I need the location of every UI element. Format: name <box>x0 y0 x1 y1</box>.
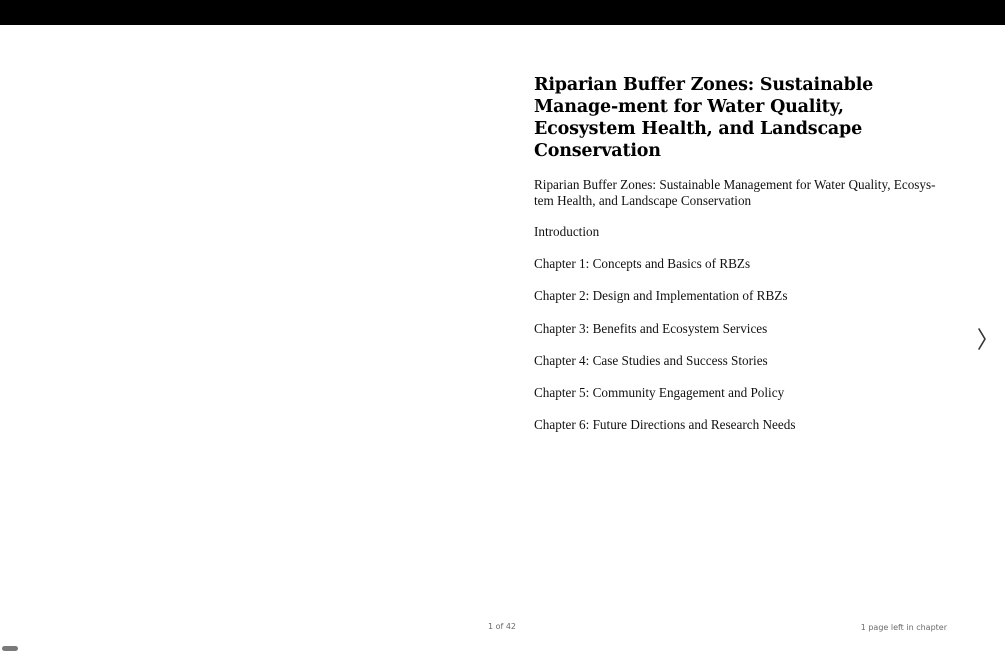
next-page-button[interactable] <box>972 324 992 354</box>
toc-item-chapter-3[interactable]: Chapter 3: Benefits and Ecosystem Services <box>534 320 768 336</box>
toc-item-chapter-5[interactable]: Chapter 5: Community Engagement and Policy <box>534 384 785 400</box>
toc-item-chapter-1[interactable]: Chapter 1: Concepts and Basics of RBZs <box>534 256 751 272</box>
table-of-contents <box>534 224 948 433</box>
chevron-right-icon <box>976 327 988 351</box>
left-page-blank <box>0 25 502 625</box>
scroll-handle[interactable] <box>2 646 18 651</box>
page-count: 1 of 42 <box>487 622 517 631</box>
top-bar <box>0 0 1005 25</box>
toc-item-introduction[interactable]: Introduction <box>534 224 600 239</box>
toc-subtitle[interactable]: Riparian Buffer Zones: Sustainable Management for Water Quality, Ecosys-tem Health, and Landscape Conservation <box>534 177 936 208</box>
toc-item-chapter-4[interactable]: Chapter 4: Case Studies and Success Stories <box>534 352 768 368</box>
toc-item-chapter-6[interactable]: Chapter 6: Future Directions and Research Needs <box>534 417 796 433</box>
right-page <box>534 74 948 449</box>
toc-item-chapter-2[interactable]: Chapter 2: Design and Implementation of RBZs <box>534 288 788 304</box>
pages-left-in-chapter: 1 page left in chapter <box>860 623 947 632</box>
book-title: Riparian Buffer Zones: Sustainable Manage-ment for Water Quality, Ecosystem Health, and Landscape Conservation <box>534 75 874 161</box>
